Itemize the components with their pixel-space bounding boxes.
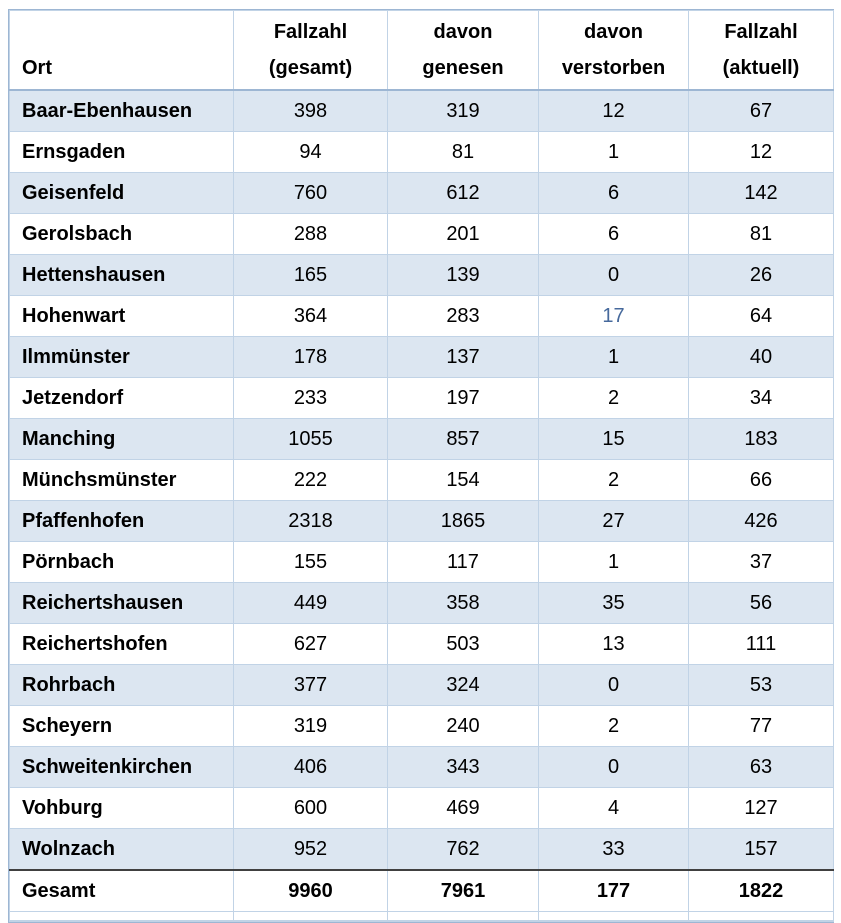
cell-fallzahl-gesamt: 1055 xyxy=(234,419,388,460)
cell-ort: Pörnbach xyxy=(10,542,234,583)
cell-davon-genesen: 1865 xyxy=(388,501,539,542)
table-row xyxy=(10,132,834,173)
cell-ort: Scheyern xyxy=(10,706,234,747)
case-numbers-table xyxy=(9,10,834,922)
total-cell-davon-verstorben: 177 xyxy=(539,870,689,912)
header-ort-line1 xyxy=(22,14,233,50)
cell-fallzahl-gesamt: 952 xyxy=(234,829,388,871)
table-footer xyxy=(10,870,834,921)
cell-davon-genesen: 154 xyxy=(388,460,539,501)
table-body xyxy=(10,90,834,870)
table-row xyxy=(10,296,834,337)
cell-fallzahl-gesamt: 319 xyxy=(234,706,388,747)
cell-fallzahl-aktuell: 34 xyxy=(689,378,834,419)
cell-ort: Vohburg xyxy=(10,788,234,829)
header-ort-line2: Ort xyxy=(22,57,52,79)
table-row xyxy=(10,419,834,460)
cell-fallzahl-aktuell: 66 xyxy=(689,460,834,501)
header-row xyxy=(10,11,834,91)
cell-fallzahl-gesamt: 377 xyxy=(234,665,388,706)
cell-fallzahl-gesamt: 449 xyxy=(234,583,388,624)
header-fallzahl-gesamt xyxy=(234,11,388,91)
table-row xyxy=(10,542,834,583)
total-cell-ort: Gesamt xyxy=(10,870,234,912)
table-row xyxy=(10,255,834,296)
cell-davon-genesen: 139 xyxy=(388,255,539,296)
partial-cell xyxy=(388,912,539,922)
header-fallzahl-gesamt-line2: (gesamt) xyxy=(268,57,353,79)
cell-fallzahl-aktuell: 53 xyxy=(689,665,834,706)
cell-fallzahl-aktuell: 40 xyxy=(689,337,834,378)
cell-ort: Pfaffenhofen xyxy=(10,501,234,542)
cell-ort: Ernsgaden xyxy=(10,132,234,173)
total-cell-davon-genesen: 7961 xyxy=(388,870,539,912)
cell-ort: Hohenwart xyxy=(10,296,234,337)
cell-fallzahl-aktuell: 67 xyxy=(689,90,834,132)
cell-davon-verstorben: 0 xyxy=(539,255,689,296)
total-cell-fallzahl-aktuell: 1822 xyxy=(689,870,834,912)
cell-fallzahl-gesamt: 364 xyxy=(234,296,388,337)
header-davon-genesen xyxy=(388,11,539,91)
cell-davon-genesen: 319 xyxy=(388,90,539,132)
cell-fallzahl-gesamt: 165 xyxy=(234,255,388,296)
table-row xyxy=(10,460,834,501)
cell-fallzahl-gesamt: 288 xyxy=(234,214,388,255)
cell-davon-verstorben: 0 xyxy=(539,665,689,706)
cell-fallzahl-aktuell: 157 xyxy=(689,829,834,871)
cell-fallzahl-aktuell: 111 xyxy=(689,624,834,665)
cell-ort: Geisenfeld xyxy=(10,173,234,214)
cell-davon-verstorben: 13 xyxy=(539,624,689,665)
cell-ort: Schweitenkirchen xyxy=(10,747,234,788)
cell-davon-verstorben: 2 xyxy=(539,706,689,747)
cell-fallzahl-aktuell: 63 xyxy=(689,747,834,788)
header-fallzahl-aktuell xyxy=(689,11,834,91)
cell-fallzahl-gesamt: 2318 xyxy=(234,501,388,542)
total-cell-fallzahl-gesamt: 9960 xyxy=(234,870,388,912)
cell-ort: Reichertshausen xyxy=(10,583,234,624)
partial-cell xyxy=(10,912,234,922)
cell-fallzahl-aktuell: 56 xyxy=(689,583,834,624)
header-fallzahl-aktuell-line2: (aktuell) xyxy=(722,57,800,79)
cell-davon-verstorben: 1 xyxy=(539,542,689,583)
header-davon-verstorben-line2: verstorben xyxy=(561,57,666,79)
cell-davon-verstorben: 27 xyxy=(539,501,689,542)
table-row xyxy=(10,337,834,378)
header-fallzahl-aktuell-line1: Fallzahl xyxy=(724,21,798,43)
cell-ort: Gerolsbach xyxy=(10,214,234,255)
cell-fallzahl-gesamt: 94 xyxy=(234,132,388,173)
cell-davon-genesen: 469 xyxy=(388,788,539,829)
cell-ort: Rohrbach xyxy=(10,665,234,706)
table-row xyxy=(10,90,834,132)
cell-davon-verstorben: 0 xyxy=(539,747,689,788)
header-davon-genesen-line2: genesen xyxy=(422,57,504,79)
cell-davon-genesen: 343 xyxy=(388,747,539,788)
cell-fallzahl-gesamt: 155 xyxy=(234,542,388,583)
table-row xyxy=(10,378,834,419)
header-ort xyxy=(10,11,234,91)
cell-fallzahl-gesamt: 178 xyxy=(234,337,388,378)
cell-ort: Ilmmünster xyxy=(10,337,234,378)
cell-fallzahl-aktuell: 37 xyxy=(689,542,834,583)
cell-davon-verstorben: 35 xyxy=(539,583,689,624)
cell-davon-verstorben: 12 xyxy=(539,90,689,132)
cell-fallzahl-aktuell: 81 xyxy=(689,214,834,255)
cell-fallzahl-gesamt: 233 xyxy=(234,378,388,419)
cell-ort: Hettenshausen xyxy=(10,255,234,296)
cell-ort: Baar-Ebenhausen xyxy=(10,90,234,132)
cell-fallzahl-aktuell: 142 xyxy=(689,173,834,214)
cell-davon-verstorben: 1 xyxy=(539,132,689,173)
cutoff-partial-row xyxy=(10,912,834,922)
table-row xyxy=(10,665,834,706)
cell-davon-genesen: 762 xyxy=(388,829,539,871)
table-row xyxy=(10,788,834,829)
cell-davon-genesen: 137 xyxy=(388,337,539,378)
cell-fallzahl-aktuell: 12 xyxy=(689,132,834,173)
table-row xyxy=(10,583,834,624)
header-davon-genesen-line1: davon xyxy=(433,21,493,43)
header-davon-verstorben xyxy=(539,11,689,91)
cell-davon-verstorben: 17 xyxy=(539,296,689,337)
cell-ort: Jetzendorf xyxy=(10,378,234,419)
table-row xyxy=(10,747,834,788)
partial-cell xyxy=(689,912,834,922)
cell-ort: Reichertshofen xyxy=(10,624,234,665)
table-row xyxy=(10,214,834,255)
table-header xyxy=(10,11,834,91)
cell-ort: Münchsmünster xyxy=(10,460,234,501)
cell-davon-genesen: 612 xyxy=(388,173,539,214)
cell-fallzahl-aktuell: 127 xyxy=(689,788,834,829)
cell-fallzahl-aktuell: 64 xyxy=(689,296,834,337)
cell-davon-genesen: 857 xyxy=(388,419,539,460)
cell-davon-genesen: 358 xyxy=(388,583,539,624)
cell-ort: Manching xyxy=(10,419,234,460)
cell-davon-genesen: 117 xyxy=(388,542,539,583)
cell-davon-genesen: 283 xyxy=(388,296,539,337)
table-row xyxy=(10,173,834,214)
cell-davon-genesen: 201 xyxy=(388,214,539,255)
cell-fallzahl-gesamt: 398 xyxy=(234,90,388,132)
cell-davon-verstorben: 4 xyxy=(539,788,689,829)
cell-fallzahl-aktuell: 183 xyxy=(689,419,834,460)
cell-fallzahl-gesamt: 406 xyxy=(234,747,388,788)
cell-davon-genesen: 240 xyxy=(388,706,539,747)
header-davon-verstorben-line1: davon xyxy=(584,21,643,43)
table-row xyxy=(10,829,834,871)
cell-fallzahl-aktuell: 26 xyxy=(689,255,834,296)
cell-davon-verstorben: 1 xyxy=(539,337,689,378)
cell-davon-genesen: 324 xyxy=(388,665,539,706)
cell-davon-verstorben: 2 xyxy=(539,378,689,419)
cell-davon-genesen: 81 xyxy=(388,132,539,173)
cell-davon-verstorben: 2 xyxy=(539,460,689,501)
cell-davon-genesen: 197 xyxy=(388,378,539,419)
cell-davon-genesen: 503 xyxy=(388,624,539,665)
cell-fallzahl-gesamt: 600 xyxy=(234,788,388,829)
cell-fallzahl-gesamt: 627 xyxy=(234,624,388,665)
cell-davon-verstorben: 6 xyxy=(539,173,689,214)
case-numbers-table-container xyxy=(8,9,834,923)
total-row xyxy=(10,870,834,912)
cell-davon-verstorben: 33 xyxy=(539,829,689,871)
cell-ort: Wolnzach xyxy=(10,829,234,871)
header-fallzahl-gesamt-line1: Fallzahl xyxy=(273,21,348,43)
table-row xyxy=(10,706,834,747)
cell-fallzahl-gesamt: 760 xyxy=(234,173,388,214)
table-row xyxy=(10,624,834,665)
cell-fallzahl-aktuell: 426 xyxy=(689,501,834,542)
table-row xyxy=(10,501,834,542)
cell-fallzahl-aktuell: 77 xyxy=(689,706,834,747)
partial-cell xyxy=(539,912,689,922)
cell-fallzahl-gesamt: 222 xyxy=(234,460,388,501)
cell-davon-verstorben: 6 xyxy=(539,214,689,255)
partial-cell xyxy=(234,912,388,922)
cell-davon-verstorben: 15 xyxy=(539,419,689,460)
